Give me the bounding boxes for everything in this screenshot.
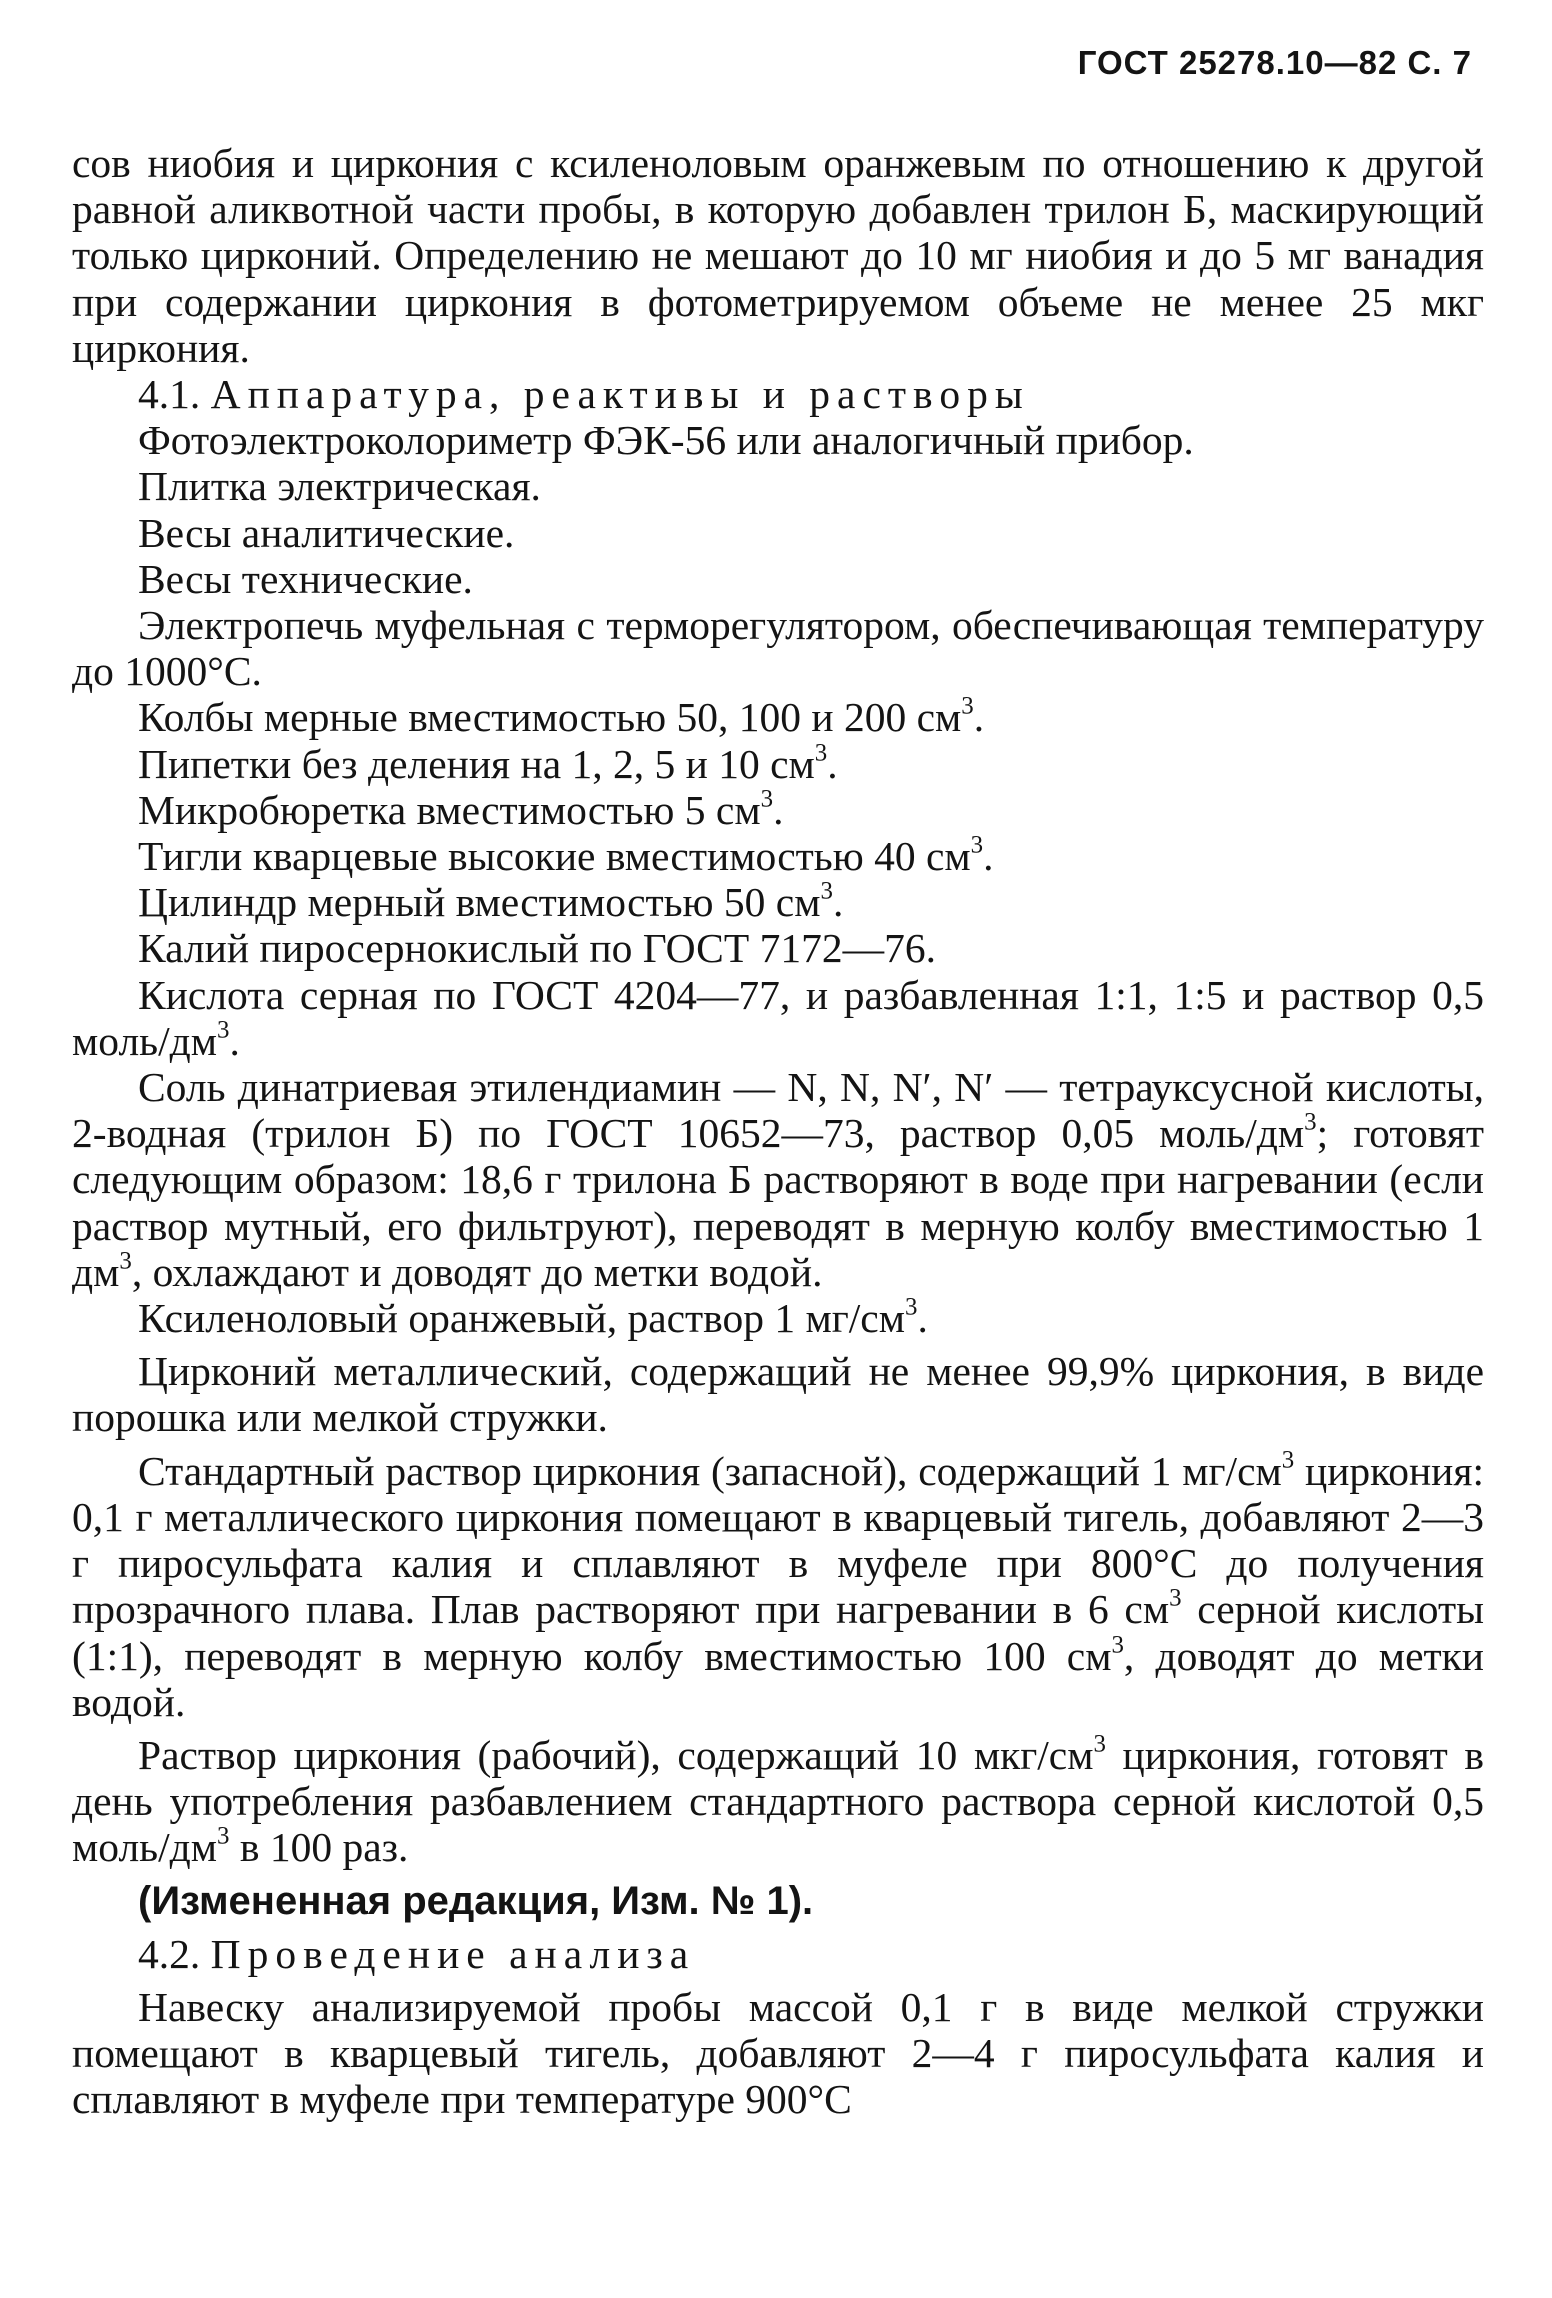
glassware-item (72, 879, 1484, 925)
superscript: 3 (970, 831, 984, 859)
section-number: 4.2. (138, 1930, 201, 1977)
superscript: 3 (1304, 1108, 1317, 1136)
document-body (72, 140, 1484, 2123)
analysis-paragraph: Навеску анализируемой пробы массой 0,1 г в виде мелкой стружки помещают в кварцевый тигель, добавляют 2—4 г пиросульфата калия и сплавляют в муфеле при температуре 900°С (72, 1983, 1484, 2123)
superscript: 3 (217, 1016, 230, 1044)
glassware-text: Пипетки без деления на 1, 2, 5 и 10 см (138, 740, 815, 787)
standard-part: серной кислоты (1:1), переводят в мерную колбу вместимостью 100 см (72, 1586, 1484, 1679)
standard-part: циркония: 0,1 г металлического циркония помещают в кварцевый тигель, добавляют 2—3 г пиросульфата калия и сплавляют в муфеле при 800°С до получения прозрачного плава. Плав растворяют при нагревании в 6 см (72, 1447, 1484, 1633)
superscript: 3 (1111, 1631, 1124, 1659)
equipment-item: Фотоэлектроколориметр ФЭК-56 или аналогичный прибор. (138, 417, 1194, 464)
superscript: 3 (904, 1293, 918, 1321)
glassware-item (72, 833, 1484, 879)
glassware-tail: . (983, 833, 994, 880)
superscript: 3 (1093, 1730, 1106, 1758)
superscript: 3 (217, 1822, 230, 1850)
potassium-item: Калий пиросернокислый по ГОСТ 7172—76. (138, 925, 936, 972)
glassware-tail: . (832, 879, 844, 926)
superscript: 3 (961, 693, 974, 721)
superscript: 3 (1169, 1584, 1182, 1612)
glassware-item (72, 741, 1484, 787)
section-number: 4.1. (138, 371, 201, 418)
standard-part: Стандартный раствор циркония (запасной), содержащий 1 мг/см (138, 1447, 1282, 1494)
xylenol-item (72, 1295, 1484, 1341)
equipment-item: Плитка электрическая. (138, 463, 541, 510)
glassware-text: Колбы мерные вместимостью 50, 100 и 200 см (138, 694, 962, 741)
acid-tail: . (229, 1017, 240, 1064)
trilon-part: Соль динатриевая этилендиамин — N, N, N′, N′ — тетрауксусной кислоты, 2-водная (трилон Б) по ГОСТ 10652—73, раствор 0,05 моль/дм (72, 1064, 1484, 1157)
working-part: Раствор циркония (рабочий), содержащий 10 мкг/см (138, 1731, 1094, 1778)
glassware-item (72, 694, 1484, 740)
page-header: ГОСТ 25278.10—82 С. 7 (1077, 44, 1472, 81)
glassware-text: Тигли кварцевые высокие вместимостью 40 см (138, 833, 971, 880)
equipment-item: Весы аналитические. (138, 509, 515, 556)
equipment-item: Весы технические. (138, 555, 473, 602)
trilon-item (72, 1064, 1484, 1295)
superscript: 3 (760, 785, 774, 813)
section-4-1-heading (72, 371, 1484, 417)
standard-solution-item (72, 1448, 1484, 1725)
intro-paragraph: сов ниобия и циркония с ксиленоловым оранжевым по отношению к другой равной аликвотной части пробы, в которую добавлен трилон Б, маскирующий только цирконий. Определению не мешают до 10 мг ниобия и до 5 мг ванадия при содержании циркония в фотометрируемом объеме не менее 25 мкг циркония. (72, 140, 1484, 371)
xylenol-text: Ксиленоловый оранжевый, раствор 1 мг/см (138, 1295, 905, 1342)
section-title: Аппаратура, реактивы и растворы (210, 371, 1030, 418)
superscript: 3 (1281, 1446, 1295, 1474)
glassware-item (72, 787, 1484, 833)
working-part: циркония, готовят в день употребления разбавлением стандартного раствора серной кислотой 0,5 моль/дм (72, 1731, 1484, 1871)
trilon-part: , охлаждают и доводят до метки водой. (131, 1248, 823, 1295)
section-4-2-heading (72, 1931, 1484, 1977)
acid-item (72, 972, 1484, 1064)
glassware-tail: . (773, 786, 784, 833)
trilon-part: ; готовят следующим образом: 18,6 г трилона Б растворяют в воде при нагревании (если раствор мутный, его фильтруют), переводят в мерную колбу вместимостью 1 дм (72, 1110, 1484, 1295)
working-solution-item (72, 1732, 1484, 1871)
superscript: 3 (119, 1247, 132, 1275)
superscript: 3 (820, 877, 833, 905)
equipment-item: Электропечь муфельная с терморегулятором, обеспечивающая температуру до 1000°С. (72, 602, 1484, 695)
amendment-note: (Измененная редакция, Изм. № 1). (138, 1878, 814, 1923)
xylenol-tail: . (917, 1295, 928, 1342)
acid-text: Кислота серная по ГОСТ 4204—77, и разбавленная 1:1, 1:5 и раствор 0,5 моль/дм (72, 971, 1484, 1064)
glassware-tail: . (973, 694, 985, 741)
glassware-text: Цилиндр мерный вместимостью 50 см (138, 879, 821, 926)
standard-part: , доводят до метки водой. (72, 1632, 1484, 1725)
glassware-tail: . (827, 740, 838, 787)
working-part: в 100 раз. (229, 1824, 409, 1871)
zirconium-metal-item: Цирконий металлический, содержащий не менее 99,9% циркония, в виде порошка или мелкой стружки. (72, 1348, 1484, 1441)
section-title: Проведение анализа (210, 1930, 696, 1977)
superscript: 3 (814, 739, 828, 767)
glassware-text: Микробюретка вместимостью 5 см (138, 786, 761, 833)
